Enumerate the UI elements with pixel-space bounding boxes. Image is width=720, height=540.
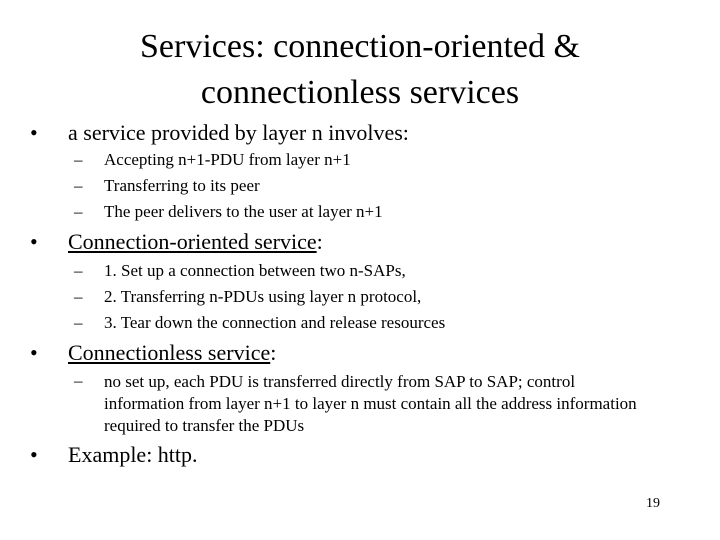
dash-marker: –: [74, 202, 83, 221]
bullet-marker: •: [30, 229, 38, 254]
bullet-connectionless: [30, 340, 276, 366]
sub-item-text: 1. Set up a connection between two n-SAPs,: [104, 261, 406, 280]
bullet-example: [30, 442, 198, 468]
bullet-suffix: :: [270, 340, 277, 365]
bullet-underlined-term: Connection-oriented service: [68, 229, 317, 254]
bullet-suffix: :: [316, 229, 323, 254]
title-line-1: Services: connection-oriented &: [140, 28, 580, 65]
sub-item-text: The peer delivers to the user at layer n+1: [104, 202, 383, 221]
bullet-connection-oriented: [30, 229, 323, 255]
sub-item-text: 2. Transferring n-PDUs using layer n protocol,: [104, 287, 422, 306]
sub-item-text: 3. Tear down the connection and release resources: [104, 313, 446, 332]
dash-marker: –: [74, 313, 83, 332]
slide-title: [0, 24, 720, 116]
bullet-underlined-term: Connectionless service: [68, 340, 271, 365]
sub-item-text: Accepting n+1-PDU from layer n+1: [104, 150, 351, 169]
bullet-text: Example: http.: [68, 442, 198, 467]
dash-marker: –: [74, 176, 83, 195]
sub-item-text: Transferring to its peer: [104, 176, 260, 195]
bullet-text: a service provided by layer n involves:: [68, 120, 409, 145]
bullet-marker: •: [30, 442, 38, 467]
dash-marker: –: [74, 287, 83, 306]
dash-marker: –: [74, 150, 83, 169]
title-line-2: connectionless services: [200, 74, 520, 111]
bullet-marker: •: [30, 340, 38, 365]
page-number: 19: [646, 496, 660, 511]
sub-item-text: no set up, each PDU is transferred directly from SAP to SAP; control information from layer n+1 to layer n must contain all the address information required to transfer the PDUs: [104, 372, 637, 435]
bullet-marker: •: [30, 120, 38, 145]
dash-marker: –: [74, 261, 83, 280]
dash-marker: –: [74, 371, 83, 390]
bullet-service-involves: [30, 120, 409, 146]
